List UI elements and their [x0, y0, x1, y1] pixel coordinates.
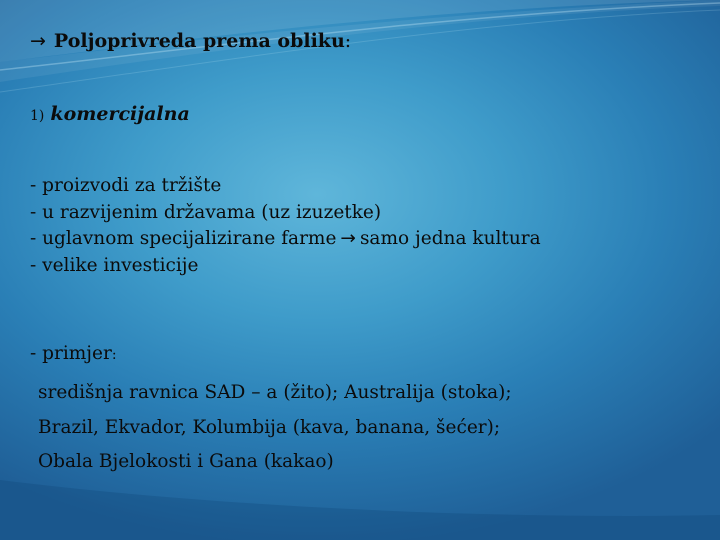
subheading-text: komercijalna [50, 103, 190, 125]
title-text: Poljoprivreda prema obliku [53, 30, 345, 52]
example-list [38, 376, 512, 480]
subheading-number: 1) [30, 108, 45, 124]
example-line: središnja ravnica SAD – a (žito); Australija (stoka); [38, 382, 512, 403]
bullet-text-before-arrow: - uglavnom specijalizirane farme [30, 228, 337, 249]
example-line: Obala Bjelokosti i Gana (kakao) [38, 451, 334, 472]
title-colon: : [344, 30, 352, 52]
example-label-colon: : [111, 347, 117, 363]
bullet-item-arrow [30, 226, 541, 253]
subheading [30, 103, 190, 126]
example-label-text: - primjer [30, 343, 112, 364]
example-line: Brazil, Ekvador, Kolumbija (kava, banana, šećer); [38, 416, 501, 438]
example-label [30, 343, 117, 364]
bullet-item: - velike investicije [30, 254, 199, 276]
bullet-list [30, 173, 541, 279]
arrow-right-icon: → [30, 30, 46, 52]
bullet-item: - proizvodi za tržište [30, 175, 222, 196]
bullet-text-after-arrow: samo jedna kultura [359, 228, 541, 249]
arrow-right-icon: → [340, 228, 356, 249]
slide-title [30, 30, 351, 53]
bullet-item: - u razvijenim državama (uz izuzetke) [30, 201, 382, 223]
